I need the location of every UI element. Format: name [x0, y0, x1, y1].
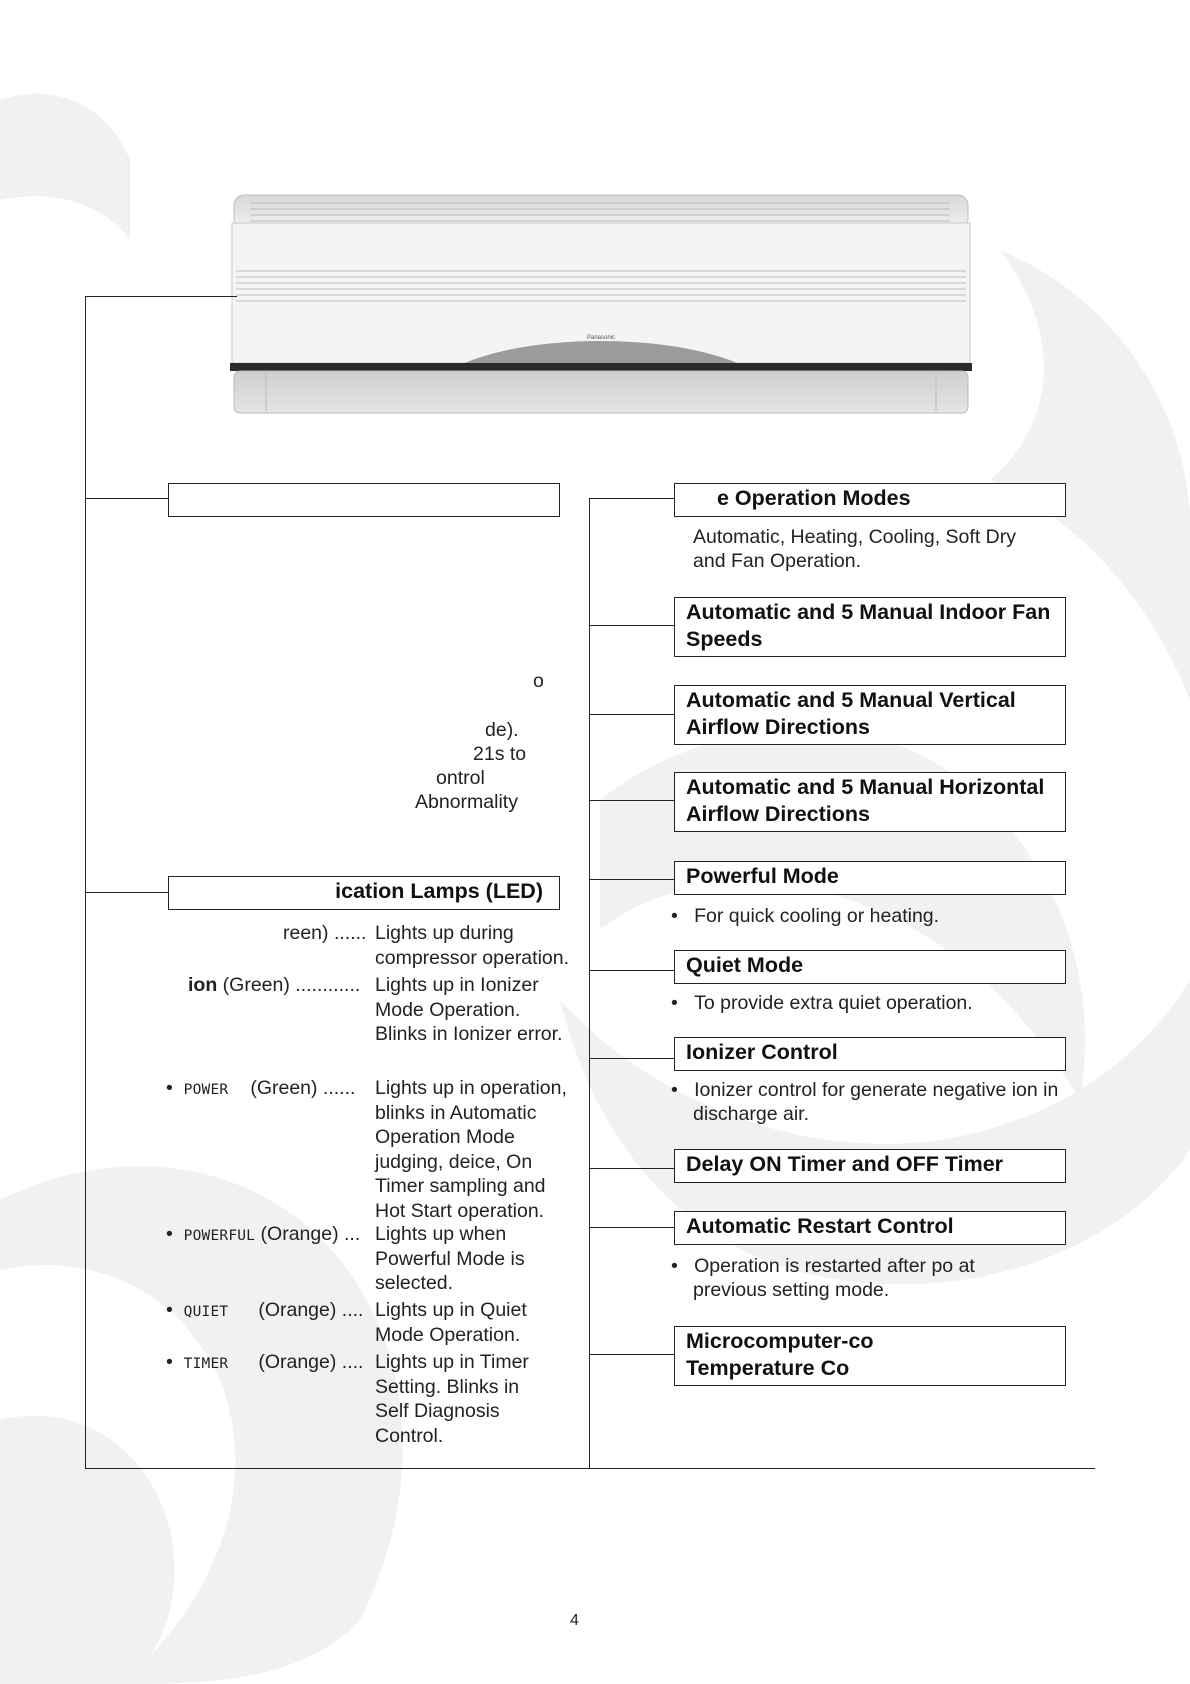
fragment-2: de).: [485, 719, 519, 741]
led-item-6-label: • TIMER (Orange) ....: [166, 1351, 364, 1373]
led-item-1-desc: Lights up during compressor operation.: [375, 922, 570, 969]
connector-led-box: [85, 892, 168, 893]
connector-unit: [85, 296, 237, 297]
auto-restart-bullet: • Operation is restarted after po at previous setting mode.: [671, 1255, 975, 1301]
connector-timer: [589, 1168, 674, 1169]
fragment-3: 21s to: [473, 743, 527, 765]
left-trunk: [85, 296, 86, 1469]
connector-quiet: [589, 970, 674, 971]
connector-fan-speeds: [589, 625, 674, 626]
connector-ionizer: [589, 1058, 674, 1059]
vertical-airflow-title: Automatic and 5 Manual Vertical Airflow Directions: [674, 685, 1066, 745]
ionizer-control-title: Ionizer Control: [674, 1037, 1066, 1071]
led-item-2-color: (Green) ............: [222, 974, 361, 996]
led-item-5-name: QUIET: [183, 1304, 229, 1320]
led-item-3-label: • POWER (Green) ......: [166, 1077, 356, 1099]
quiet-mode-bullet: • To provide extra quiet operation.: [671, 992, 973, 1014]
fan-speeds-title: Automatic and 5 Manual Indoor Fan Speeds: [674, 597, 1066, 657]
led-item-5-color: (Orange) ....: [258, 1299, 364, 1321]
connector-restart: [589, 1227, 674, 1228]
led-item-5-desc: Lights up in Quiet Mode Operation.: [375, 1299, 527, 1346]
powerful-mode-title: Powerful Mode: [674, 861, 1066, 895]
microcomputer-title-line-1: Microcomputer-co: [686, 1329, 874, 1353]
led-item-3-color: (Green) ......: [250, 1077, 356, 1099]
led-section-title: [168, 876, 560, 910]
left-heading-box: [168, 483, 560, 517]
quiet-mode-bullet-text: To provide extra quiet operation.: [694, 992, 973, 1014]
ionizer-control-bullet: • Ionizer control for generate negative ion in discharge air.: [671, 1079, 1059, 1125]
operation-modes-title-text: e Operation Modes: [717, 486, 911, 510]
horizontal-airflow-title: Automatic and 5 Manual Horizontal Airflow Directions: [674, 772, 1066, 832]
led-item-6-desc: Lights up in Timer Setting. Blinks in Self Diagnosis Control.: [375, 1351, 529, 1447]
led-item-1-label: [283, 921, 366, 945]
connector-powerful: [589, 879, 674, 880]
connector-vertical: [589, 714, 674, 715]
led-item-5-label: • QUIET (Orange) ....: [166, 1299, 364, 1321]
air-conditioner-image: [230, 193, 972, 416]
led-item-3-name: POWER: [183, 1082, 229, 1098]
page-number: 4: [570, 1612, 579, 1629]
powerful-mode-bullet: • For quick cooling or heating.: [671, 905, 940, 927]
right-trunk: [589, 498, 590, 1469]
powerful-mode-bullet-text: For quick cooling or heating.: [694, 905, 940, 927]
led-item-1-color: reen) ......: [283, 922, 367, 944]
connector-microcomputer: [589, 1354, 674, 1355]
led-item-2-desc: Lights up in Ionizer Mode Operation. Blinks in Ionizer error.: [375, 974, 563, 1045]
led-item-4-color: (Orange) ...: [260, 1223, 361, 1245]
fragment-1: o: [533, 670, 544, 692]
led-item-2-label: [188, 973, 360, 997]
led-section-title-text: ication Lamps (LED): [335, 879, 543, 903]
connector-operation-modes: [589, 498, 674, 499]
operation-modes-title: [674, 483, 1066, 517]
microcomputer-title-line-2: Temperature Co: [686, 1356, 850, 1380]
led-item-3-desc: Lights up in operation, blinks in Automatic Operation Mode judging, deice, On Timer sampling and Hot Start operation.: [375, 1077, 567, 1222]
led-item-6-name: TIMER: [183, 1356, 229, 1372]
timer-title: Delay ON Timer and OFF Timer: [674, 1149, 1066, 1183]
operation-modes-text: Automatic, Heating, Cooling, Soft Dry and Fan Operation.: [693, 526, 1016, 572]
led-item-6-color: (Orange) ....: [258, 1351, 364, 1373]
auto-restart-title: Automatic Restart Control: [674, 1211, 1066, 1245]
led-item-4-label: • POWERFUL (Orange) ...: [166, 1223, 361, 1245]
led-item-4-name: POWERFUL: [183, 1228, 256, 1244]
ionizer-control-bullet-text: Ionizer control for generate negative ion in discharge air.: [693, 1079, 1059, 1125]
unit-brand-label: Panasonic: [586, 335, 616, 341]
connector-horizontal: [589, 800, 674, 801]
connector-left-box-1: [85, 498, 168, 499]
led-item-4-desc: Lights up when Powerful Mode is selected.: [375, 1223, 525, 1294]
fragment-4: ontrol: [436, 767, 485, 789]
auto-restart-bullet-text: Operation is restarted after po at previous setting mode.: [693, 1255, 975, 1301]
microcomputer-title: [674, 1326, 1066, 1386]
fragment-5: Abnormality: [415, 791, 518, 813]
led-item-2-name: ion: [188, 974, 218, 996]
quiet-mode-title: Quiet Mode: [674, 950, 1066, 984]
bottom-line: [85, 1468, 1095, 1469]
